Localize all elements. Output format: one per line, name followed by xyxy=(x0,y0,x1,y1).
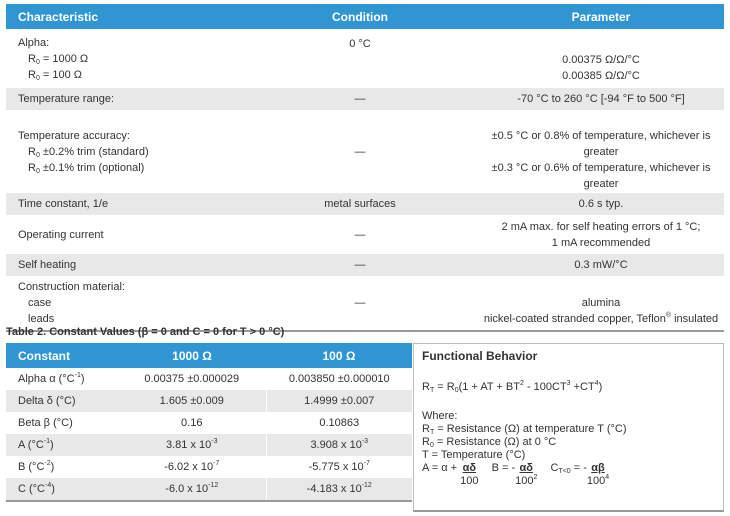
value-1000: 0.00375 ±0.000029 xyxy=(118,368,266,390)
value-100: -4.183 x $10^{-12}$ xyxy=(266,478,412,501)
header-condition: Condition xyxy=(242,4,478,30)
functional-behavior-title: Functional Behavior xyxy=(422,349,538,363)
definition-t: T = Temperature (°C) xyxy=(422,449,526,461)
row-delta-constant xyxy=(6,390,412,412)
row-b-constant xyxy=(6,456,412,478)
definition-r0: $R_0$ = Resistance (Ω) at 0 °C xyxy=(422,436,557,449)
alpha-parameter: 0.00375 Ω/Ω/°C 0.00385 Ω/Ω/°C xyxy=(478,30,724,88)
alpha-label-cell xyxy=(6,30,242,88)
where-label: Where: xyxy=(422,410,458,422)
row-temperature-range xyxy=(6,88,724,111)
constants-header-row xyxy=(6,343,412,368)
constant-name: B $(^\circ C^{-2})$ xyxy=(6,456,118,478)
value-1000: -6.02 x $10^{-7}$ xyxy=(118,456,266,478)
self-heating-label: Self heating xyxy=(6,254,242,277)
functional-behavior-box xyxy=(413,343,724,512)
value-1000: -6.0 x $10^{-12}$ xyxy=(118,478,266,501)
value-1000: 0.16 xyxy=(118,412,266,434)
header-parameter: Parameter xyxy=(478,4,724,30)
construction-condition: — xyxy=(242,277,478,331)
header-characteristic: Characteristic xyxy=(6,4,242,30)
construction-parameter: alumina nickel-coated stranded copper, Teflon® insulated xyxy=(478,277,724,331)
time-constant-condition: metal surfaces xyxy=(242,193,478,216)
constant-name: Beta β (°C) xyxy=(6,412,118,434)
constant-name: C $(^\circ C^{-4})$ xyxy=(6,478,118,501)
header-1000-ohm: 1000 Ω xyxy=(118,343,266,368)
row-alpha xyxy=(6,30,724,88)
time-constant-label: Time constant, 1/e xyxy=(6,193,242,216)
alpha-condition: 0 °C xyxy=(242,30,478,88)
alpha-r0-100: $R_0 = 100$ Ω xyxy=(28,68,83,82)
constant-name: A $(^\circ C^{-1})$ xyxy=(6,434,118,456)
definition-rt: $R_T$ = Resistance (Ω) at temperature T (°C) xyxy=(422,423,627,436)
value-100: 0.003850 ±0.000010 xyxy=(266,368,412,390)
value-100: 1.4999 ±0.007 xyxy=(266,390,412,412)
constant-name: Delta δ (°C) xyxy=(6,390,118,412)
constant-values-table xyxy=(6,343,412,502)
row-c-constant xyxy=(6,478,412,501)
row-alpha-constant xyxy=(6,368,412,390)
value-1000: 3.81 x $10^{-3}$ xyxy=(118,434,266,456)
temp-range-condition: — xyxy=(242,88,478,111)
operating-current-condition: — xyxy=(242,216,478,254)
time-constant-parameter: 0.6 s typ. xyxy=(478,193,724,216)
accuracy-parameter: ±0.5 °C or 0.8% of temperature, whichever is greater ±0.3 °C or 0.6% of temperature, whichever is greater xyxy=(478,111,724,193)
value-100: 0.10863 xyxy=(266,412,412,434)
temp-range-parameter: -70 °C to 260 °C [-94 °F to 500 °F] xyxy=(478,88,724,111)
row-temperature-accuracy xyxy=(6,111,724,193)
value-100: -5.775 x $10^{-7}$ xyxy=(266,456,412,478)
row-self-heating xyxy=(6,254,724,277)
header-constant: Constant xyxy=(6,343,118,368)
row-beta-constant xyxy=(6,412,412,434)
value-100: 3.908 x $10^{-3}$ xyxy=(266,434,412,456)
constant-name: Alpha α $(^\circ C^{-1})$ xyxy=(6,368,118,390)
value-1000: 1.605 ±0.009 xyxy=(118,390,266,412)
spec-header-row xyxy=(6,4,724,30)
accuracy-condition: — xyxy=(242,111,478,193)
specifications-table xyxy=(6,4,724,332)
table2-title: Table 2. Constant Values (β = 0 and C = 0 for T > 0 °C) xyxy=(6,326,285,338)
construction-label-cell: Construction material: case leads xyxy=(6,277,242,331)
alpha-label: Alpha: xyxy=(18,36,50,49)
alpha-r0-1000: $R_0 = 1000$ Ω xyxy=(28,52,89,66)
row-time-constant xyxy=(6,193,724,216)
operating-current-parameter: 2 mA max. for self heating errors of 1 °C; 1 mA recommended xyxy=(478,216,724,254)
coefficient-formulas: A = α + $\frac{\alpha\delta}{100}$ B = - $\frac{\alpha\delta}{100^2}$ $C_{T<0}$ = - $\frac{\alpha\beta}{100^4}$ xyxy=(422,462,610,487)
callendar-van-dusen-equation: $R_T = R_0(1$ + AT + $BT^2 - 100CT^3 +CT^4$) xyxy=(422,380,603,394)
self-heating-condition: — xyxy=(242,254,478,277)
header-100-ohm: 100 Ω xyxy=(266,343,412,368)
row-construction xyxy=(6,277,724,331)
self-heating-parameter: 0.3 mW/°C xyxy=(478,254,724,277)
row-a-constant xyxy=(6,434,412,456)
row-operating-current xyxy=(6,216,724,254)
operating-current-label: Operating current xyxy=(6,216,242,254)
accuracy-label-cell: Temperature accuracy: $R_0 \pm 0.2\%$ trim (standard) $R_0 \pm 0.1\%$ trim (optional) xyxy=(6,111,242,193)
temp-range-label: Temperature range: xyxy=(6,88,242,111)
